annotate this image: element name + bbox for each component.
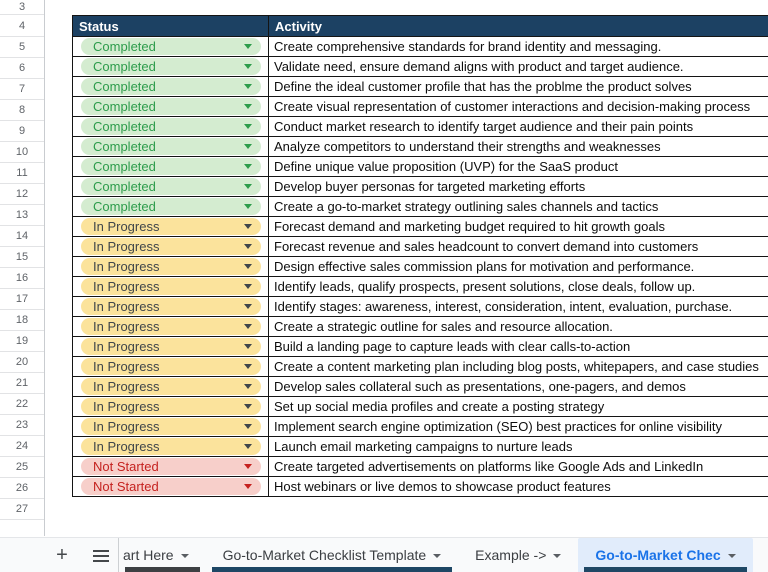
table-row — [73, 417, 768, 437]
hamburger-icon — [93, 550, 109, 552]
table-row — [73, 237, 768, 257]
activity-cell[interactable]: Forecast demand and marketing budget required to hit growth goals — [269, 217, 768, 237]
status-chip[interactable] — [81, 478, 261, 495]
status-chip-label: In Progress — [93, 299, 160, 314]
activity-cell[interactable]: Conduct market research to identify target audience and their pain points — [269, 117, 768, 137]
status-chip-label: Not Started — [93, 459, 159, 474]
table-row — [73, 397, 768, 417]
status-cell[interactable] — [73, 437, 269, 457]
status-chip[interactable] — [81, 298, 261, 315]
status-cell[interactable] — [73, 177, 269, 197]
status-cell[interactable] — [73, 137, 269, 157]
table-row — [73, 377, 768, 397]
table-row — [73, 117, 768, 137]
row-number[interactable]: 27 — [0, 499, 44, 520]
activity-cell[interactable]: Create a go-to-market strategy outlining sales channels and tactics — [269, 197, 768, 217]
status-chip[interactable] — [81, 378, 261, 395]
sheet-tab-label: Go-to-Market Checklist Template — [222, 547, 427, 563]
activity-cell[interactable]: Create a content marketing plan including blog posts, whitepapers, and case studies — [269, 357, 768, 377]
activity-cell[interactable]: Host webinars or live demos to showcase product features — [269, 477, 768, 497]
status-chip[interactable] — [81, 218, 261, 235]
checklist-body — [73, 37, 768, 497]
row-number[interactable]: 5 — [0, 37, 44, 58]
status-chip[interactable] — [81, 458, 261, 475]
status-chip-label: In Progress — [93, 259, 160, 274]
status-cell[interactable] — [73, 417, 269, 437]
status-cell[interactable] — [73, 477, 269, 497]
table-row — [73, 457, 768, 477]
status-column-header[interactable]: Status — [73, 16, 269, 37]
row-number[interactable]: 14 — [0, 226, 44, 247]
dropdown-arrow-icon — [244, 484, 252, 489]
row-number[interactable]: 19 — [0, 331, 44, 352]
activity-cell[interactable]: Identify stages: awareness, interest, consideration, intent, evaluation, purchase. — [269, 297, 768, 317]
table-row — [73, 357, 768, 377]
status-chip[interactable] — [81, 238, 261, 255]
sheet-tab-label: Example -> — [475, 547, 547, 563]
status-chip-label: In Progress — [93, 399, 160, 414]
status-chip-label: Completed — [93, 39, 156, 54]
chevron-down-icon — [553, 554, 561, 558]
status-chip-label: Not Started — [93, 479, 159, 494]
dropdown-arrow-icon — [244, 284, 252, 289]
status-chip[interactable] — [81, 178, 261, 195]
status-chip-label: Completed — [93, 139, 156, 154]
status-chip[interactable] — [81, 98, 261, 115]
sheet-tab[interactable] — [458, 538, 578, 572]
status-chip[interactable] — [81, 418, 261, 435]
activity-cell[interactable]: Forecast revenue and sales headcount to convert demand into customers — [269, 237, 768, 257]
table-row — [73, 37, 768, 57]
activity-cell[interactable]: Build a landing page to capture leads with clear calls-to-action — [269, 337, 768, 357]
status-cell[interactable] — [73, 337, 269, 357]
status-chip-label: Completed — [93, 179, 156, 194]
status-cell[interactable] — [73, 157, 269, 177]
plus-icon: + — [56, 543, 68, 566]
row-number[interactable]: 10 — [0, 142, 44, 163]
table-row — [73, 57, 768, 77]
status-chip[interactable] — [81, 438, 261, 455]
dropdown-arrow-icon — [244, 124, 252, 129]
add-sheet-button[interactable] — [50, 543, 74, 567]
status-cell[interactable] — [73, 397, 269, 417]
sheet-tab-label: Go-to-Market Chec — [595, 547, 721, 563]
checklist-table — [72, 15, 768, 497]
status-chip-label: In Progress — [93, 279, 160, 294]
row-number[interactable]: 7 — [0, 79, 44, 100]
activity-cell[interactable]: Create targeted advertisements on platforms like Google Ads and LinkedIn — [269, 457, 768, 477]
dropdown-arrow-icon — [244, 84, 252, 89]
status-chip[interactable] — [81, 158, 261, 175]
row-number[interactable]: 26 — [0, 478, 44, 499]
dropdown-arrow-icon — [244, 244, 252, 249]
table-row — [73, 177, 768, 197]
row-number[interactable]: 21 — [0, 373, 44, 394]
status-chip-label: Completed — [93, 99, 156, 114]
activity-cell[interactable]: Launch email marketing campaigns to nurture leads — [269, 437, 768, 457]
dropdown-arrow-icon — [244, 384, 252, 389]
activity-cell[interactable]: Set up social media profiles and create a posting strategy — [269, 397, 768, 417]
activity-cell[interactable]: Implement search engine optimization (SEO) best practices for online visibility — [269, 417, 768, 437]
status-cell[interactable] — [73, 457, 269, 477]
activity-cell[interactable]: Identify leads, qualify prospects, present solutions, close deals, follow up. — [269, 277, 768, 297]
row-number[interactable]: 15 — [0, 247, 44, 268]
activity-cell[interactable]: Validate need, ensure demand aligns with product and target audience. — [269, 57, 768, 77]
activity-cell[interactable]: Create a strategic outline for sales and resource allocation. — [269, 317, 768, 337]
activity-cell[interactable]: Develop buyer personas for targeted marketing efforts — [269, 177, 768, 197]
row-number[interactable]: 9 — [0, 121, 44, 142]
status-chip-label: Completed — [93, 199, 156, 214]
dropdown-arrow-icon — [244, 224, 252, 229]
dropdown-arrow-icon — [244, 444, 252, 449]
dropdown-arrow-icon — [244, 424, 252, 429]
activity-cell[interactable]: Define the ideal customer profile that has the problme the product solves — [269, 77, 768, 97]
row-number[interactable]: 13 — [0, 205, 44, 226]
dropdown-arrow-icon — [244, 344, 252, 349]
row-number[interactable]: 18 — [0, 310, 44, 331]
dropdown-arrow-icon — [244, 364, 252, 369]
table-row — [73, 217, 768, 237]
row-number[interactable]: 11 — [0, 163, 44, 184]
activity-cell[interactable]: Create comprehensive standards for brand identity and messaging. — [269, 37, 768, 57]
activity-cell[interactable]: Develop sales collateral such as presentations, one-pagers, and demos — [269, 377, 768, 397]
status-chip-label: In Progress — [93, 419, 160, 434]
table-row — [73, 437, 768, 457]
chevron-down-icon — [433, 554, 441, 558]
dropdown-arrow-icon — [244, 404, 252, 409]
table-row — [73, 317, 768, 337]
row-number[interactable]: 3 — [0, 0, 44, 15]
dropdown-arrow-icon — [244, 264, 252, 269]
table-row — [73, 157, 768, 177]
tab-strip — [118, 538, 768, 572]
row-number[interactable]: 6 — [0, 58, 44, 79]
sheet-tab-active[interactable] — [578, 538, 752, 572]
chevron-down-icon — [181, 554, 189, 558]
status-chip[interactable] — [81, 318, 261, 335]
status-chip[interactable] — [81, 278, 261, 295]
sheet-tab-bar — [0, 537, 768, 572]
dropdown-arrow-icon — [244, 164, 252, 169]
row-number[interactable]: 24 — [0, 436, 44, 457]
table-row — [73, 297, 768, 317]
row-number[interactable] — [0, 520, 44, 536]
status-chip[interactable] — [81, 358, 261, 375]
status-chip[interactable] — [81, 78, 261, 95]
status-chip[interactable] — [81, 258, 261, 275]
row-number[interactable]: 20 — [0, 352, 44, 373]
row-number[interactable]: 4 — [0, 15, 44, 37]
activity-cell[interactable]: Create visual representation of customer interactions and decision-making process — [269, 97, 768, 117]
status-cell[interactable] — [73, 197, 269, 217]
dropdown-arrow-icon — [244, 304, 252, 309]
activity-cell[interactable]: Design effective sales commission plans for motivation and performance. — [269, 257, 768, 277]
chevron-down-icon — [728, 554, 736, 558]
status-chip-label: In Progress — [93, 359, 160, 374]
status-chip-label: In Progress — [93, 439, 160, 454]
table-row — [73, 197, 768, 217]
tab-color-strip — [584, 567, 746, 572]
activity-column-header[interactable]: Activity — [269, 16, 768, 37]
table-row — [73, 257, 768, 277]
dropdown-arrow-icon — [244, 324, 252, 329]
status-chip[interactable] — [81, 338, 261, 355]
status-cell[interactable] — [73, 357, 269, 377]
dropdown-arrow-icon — [244, 44, 252, 49]
row-number[interactable]: 12 — [0, 184, 44, 205]
checklist-table-wrap — [72, 15, 768, 497]
status-chip-label: In Progress — [93, 339, 160, 354]
status-chip[interactable] — [81, 198, 261, 215]
status-chip[interactable] — [81, 118, 261, 135]
table-row — [73, 137, 768, 157]
row-number[interactable]: 25 — [0, 457, 44, 478]
status-cell[interactable] — [73, 77, 269, 97]
row-number[interactable]: 17 — [0, 289, 44, 310]
dropdown-arrow-icon — [244, 144, 252, 149]
status-cell[interactable] — [73, 237, 269, 257]
table-row — [73, 277, 768, 297]
status-cell[interactable] — [73, 297, 269, 317]
dropdown-arrow-icon — [244, 104, 252, 109]
activity-cell[interactable]: Define unique value proposition (UVP) for the SaaS product — [269, 157, 768, 177]
row-gutter — [0, 0, 45, 536]
table-row — [73, 337, 768, 357]
table-row — [73, 477, 768, 497]
row-number[interactable]: 22 — [0, 394, 44, 415]
status-chip[interactable] — [81, 138, 261, 155]
status-chip[interactable] — [81, 58, 261, 75]
status-cell[interactable] — [73, 97, 269, 117]
status-cell[interactable] — [73, 377, 269, 397]
sheet-tab[interactable] — [119, 538, 206, 572]
dropdown-arrow-icon — [244, 204, 252, 209]
dropdown-arrow-icon — [244, 184, 252, 189]
status-chip-label: Completed — [93, 119, 156, 134]
dropdown-arrow-icon — [244, 464, 252, 469]
status-chip-label: In Progress — [93, 319, 160, 334]
status-chip[interactable] — [81, 398, 261, 415]
status-cell[interactable] — [73, 257, 269, 277]
header-row — [73, 16, 768, 37]
status-cell[interactable] — [73, 57, 269, 77]
tab-color-strip — [125, 567, 200, 572]
sheet-tab-label: art Here — [123, 547, 174, 563]
status-cell[interactable] — [73, 317, 269, 337]
status-chip-label: In Progress — [93, 239, 160, 254]
table-row — [73, 97, 768, 117]
status-chip-label: In Progress — [93, 219, 160, 234]
status-cell[interactable] — [73, 217, 269, 237]
all-sheets-menu-button[interactable] — [93, 550, 111, 562]
status-chip-label: Completed — [93, 159, 156, 174]
status-chip-label: In Progress — [93, 379, 160, 394]
row-number[interactable]: 23 — [0, 415, 44, 436]
row-number[interactable]: 16 — [0, 268, 44, 289]
status-chip-label: Completed — [93, 79, 156, 94]
status-cell[interactable] — [73, 277, 269, 297]
sheet-tab[interactable] — [206, 538, 459, 572]
table-row — [73, 77, 768, 97]
row-number[interactable]: 8 — [0, 100, 44, 121]
activity-cell[interactable]: Analyze competitors to understand their strengths and weaknesses — [269, 137, 768, 157]
tab-color-strip — [212, 567, 453, 572]
status-chip[interactable] — [81, 38, 261, 55]
status-chip-label: Completed — [93, 59, 156, 74]
status-cell[interactable] — [73, 117, 269, 137]
dropdown-arrow-icon — [244, 64, 252, 69]
status-cell[interactable] — [73, 37, 269, 57]
